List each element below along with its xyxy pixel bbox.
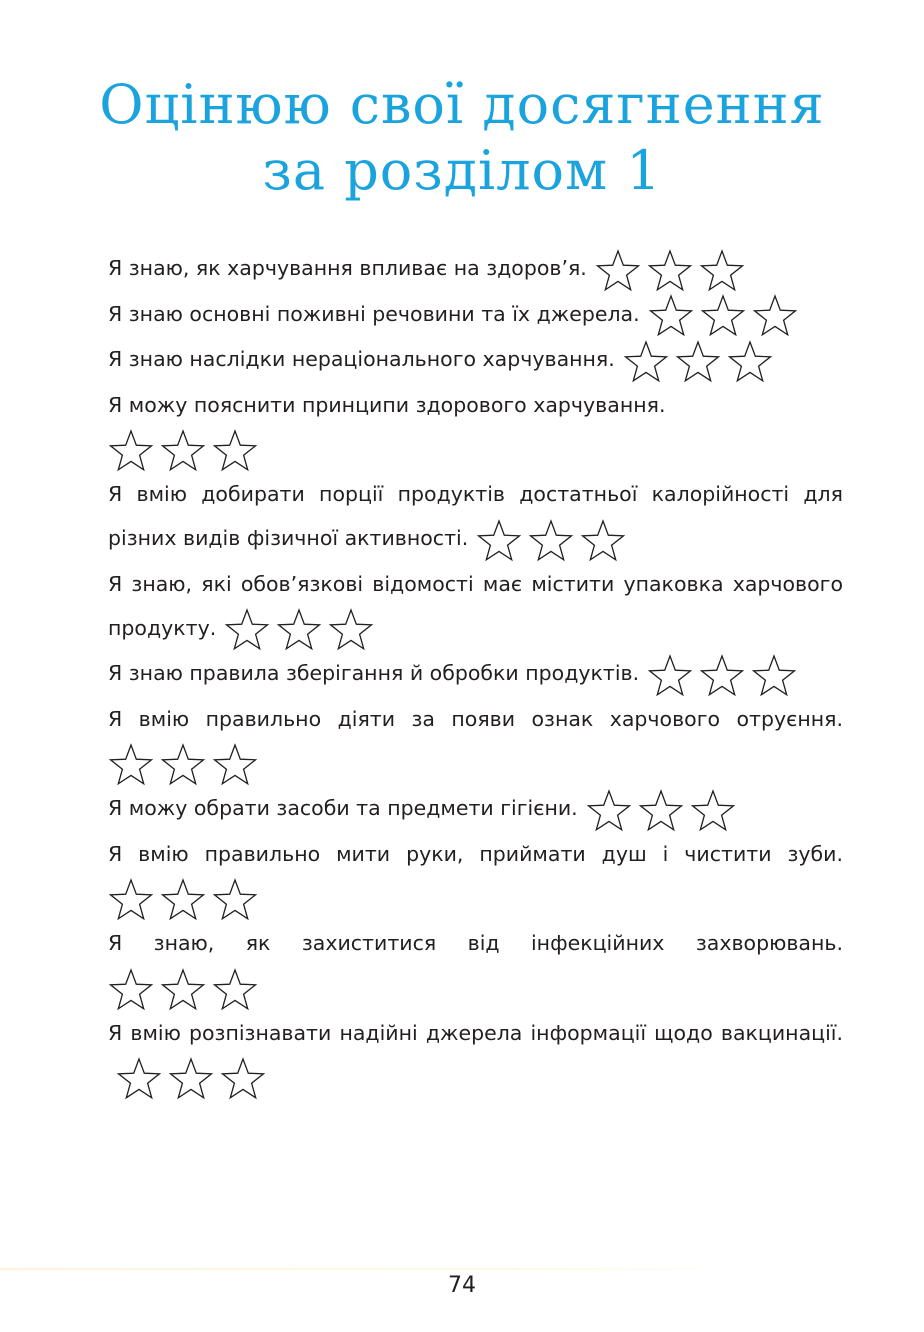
star-outline-icon[interactable] <box>647 248 693 292</box>
star-rating[interactable] <box>108 427 264 472</box>
star-rating[interactable] <box>647 652 803 697</box>
star-outline-icon[interactable] <box>160 742 206 786</box>
star-outline-icon[interactable] <box>212 877 258 921</box>
star-outline-icon[interactable] <box>212 967 258 1011</box>
list-item <box>108 651 843 697</box>
star-outline-icon[interactable] <box>699 653 745 697</box>
star-outline-icon[interactable] <box>638 788 684 832</box>
star-rating[interactable] <box>108 741 264 786</box>
statement-text: Я вмію правильно мити руки, приймати душ і чистити зуби. <box>108 841 843 866</box>
star-outline-icon[interactable] <box>168 1056 214 1100</box>
star-rating[interactable] <box>648 292 804 337</box>
star-outline-icon[interactable] <box>690 788 736 832</box>
star-outline-icon[interactable] <box>108 742 154 786</box>
star-rating[interactable] <box>108 876 264 921</box>
list-item <box>108 876 843 922</box>
star-outline-icon[interactable] <box>586 788 632 832</box>
statement-text: Я знаю, які обов’язкові відомості має містити упаковка харчового продукту. <box>108 571 843 640</box>
star-outline-icon[interactable] <box>220 1056 266 1100</box>
statement-text: Я знаю наслідки нераціонального харчування. <box>108 347 615 371</box>
star-outline-icon[interactable] <box>212 428 258 472</box>
star-outline-icon[interactable] <box>752 293 798 337</box>
star-outline-icon[interactable] <box>648 293 694 337</box>
star-outline-icon[interactable] <box>476 518 522 562</box>
star-outline-icon[interactable] <box>328 607 374 651</box>
star-outline-icon[interactable] <box>595 248 641 292</box>
star-outline-icon[interactable] <box>224 607 270 651</box>
star-outline-icon[interactable] <box>108 877 154 921</box>
list-item <box>108 562 843 652</box>
footer-divider <box>0 1268 760 1270</box>
page-title-line-2: за розділом 1 <box>262 139 662 202</box>
statement-text: Я можу пояснити принципи здорового харчування. <box>108 392 666 417</box>
star-outline-icon[interactable] <box>108 428 154 472</box>
star-outline-icon[interactable] <box>160 877 206 921</box>
star-rating[interactable] <box>224 606 380 651</box>
star-outline-icon[interactable] <box>212 742 258 786</box>
list-item <box>108 1011 843 1101</box>
statement-text: Я знаю, як захиститися від інфекційних захворювань. <box>108 931 843 955</box>
list-item <box>108 697 843 741</box>
star-outline-icon[interactable] <box>580 518 626 562</box>
page-title-line-1: Оцінюю свої досягнення <box>99 73 825 136</box>
list-item <box>108 292 843 338</box>
star-outline-icon[interactable] <box>700 293 746 337</box>
list-item <box>108 246 843 292</box>
star-rating[interactable] <box>476 517 632 562</box>
self-assessment-list <box>108 246 843 1100</box>
star-outline-icon[interactable] <box>108 967 154 1011</box>
statement-text: Я вмію добирати порції продуктів достатньої калорійності для різних видів фізичної активності. <box>108 482 843 550</box>
list-item <box>108 741 843 787</box>
statement-text: Я знаю, як харчування впливає на здоров’я. <box>108 256 587 280</box>
statement-text: Я вмію розпізнавати надійні джерела інформації щодо вакцинації. <box>108 1020 843 1045</box>
list-item <box>108 786 843 832</box>
star-outline-icon[interactable] <box>116 1056 162 1100</box>
star-rating[interactable] <box>108 966 264 1011</box>
star-outline-icon[interactable] <box>623 339 669 383</box>
star-rating[interactable] <box>595 247 751 292</box>
star-rating[interactable] <box>623 338 779 383</box>
page-title <box>0 72 924 204</box>
star-outline-icon[interactable] <box>528 518 574 562</box>
statement-text: Я знаю основні поживні речовини та їх джерела. <box>108 301 640 326</box>
statement-text: Я знаю правила зберігання й обробки продуктів. <box>108 661 640 685</box>
star-outline-icon[interactable] <box>675 339 721 383</box>
star-outline-icon[interactable] <box>727 339 773 383</box>
list-item <box>108 921 843 965</box>
star-outline-icon[interactable] <box>160 967 206 1011</box>
star-outline-icon[interactable] <box>276 607 322 651</box>
star-rating[interactable] <box>116 1055 272 1100</box>
statement-text: Я вмію правильно діяти за появи ознак харчового отруєння. <box>108 706 843 731</box>
list-item <box>108 965 843 1011</box>
list-item <box>108 383 843 473</box>
star-outline-icon[interactable] <box>751 653 797 697</box>
list-item <box>108 337 843 383</box>
star-outline-icon[interactable] <box>699 248 745 292</box>
star-outline-icon[interactable] <box>160 428 206 472</box>
statement-text: Я можу обрати засоби та предмети гігієни. <box>108 796 578 820</box>
list-item <box>108 832 843 876</box>
page-number: 74 <box>448 1273 476 1298</box>
star-rating[interactable] <box>586 787 742 832</box>
star-outline-icon[interactable] <box>647 653 693 697</box>
list-item <box>108 472 843 562</box>
